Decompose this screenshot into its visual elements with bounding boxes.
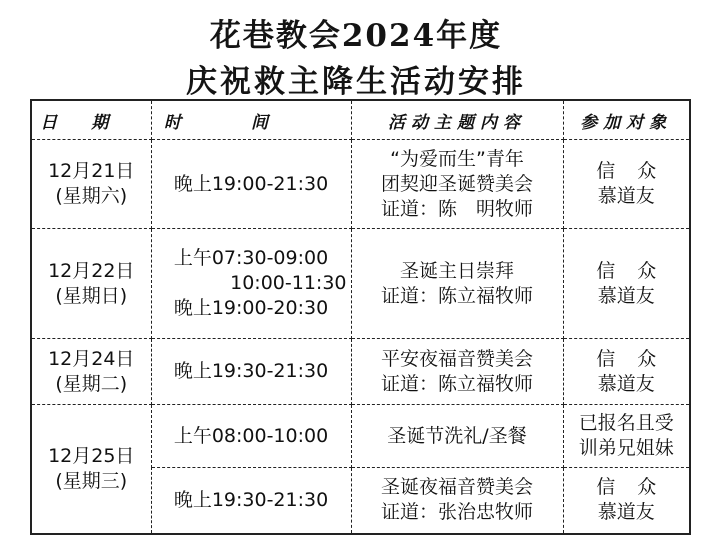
audience-line: 信众 [596, 160, 679, 182]
date-text: 12月21日 [48, 160, 135, 182]
date-cell [31, 229, 151, 339]
time-text: 晚上19:00-21:30 [173, 172, 329, 195]
date-text: 12月24日 [48, 347, 135, 370]
date-cell [31, 405, 151, 534]
activity-line: “为爱而生”青年 [390, 147, 524, 170]
time-cell [151, 339, 351, 405]
activity-line: 圣诞节洗礼/圣餐 [387, 424, 527, 447]
header-date: 日期 [31, 100, 151, 140]
table-row [31, 405, 690, 468]
date-cell [31, 339, 151, 405]
audience-cell [563, 140, 690, 229]
table-header-row [31, 100, 690, 140]
time-cell [151, 468, 351, 534]
schedule-table [30, 99, 691, 535]
time-text: 晚上19:30-21:30 [173, 360, 329, 382]
audience-line: 信众 [596, 259, 679, 282]
audience-line: 慕道友 [597, 284, 655, 307]
activity-cell [351, 405, 563, 468]
header-audience: 参加对象 [563, 100, 690, 140]
page-title: 花巷教会2024年度 [209, 18, 503, 54]
audience-line: 信众 [596, 347, 679, 370]
table-row [31, 339, 690, 405]
activity-line: 证道：陈立福牧师 [380, 284, 533, 307]
weekday-text: (星期二) [55, 372, 128, 395]
activity-line: 圣诞夜福音赞美会 [380, 476, 533, 499]
weekday-text: (星期三) [55, 469, 128, 492]
activity-cell [351, 468, 563, 534]
time-cell [151, 140, 351, 229]
audience-line: 慕道友 [597, 185, 655, 207]
audience-line: 训弟兄姐妹 [578, 437, 674, 459]
audience-cell [563, 339, 690, 405]
time-text: 上午08:00-10:00 [173, 424, 329, 447]
weekday-text: (星期六) [55, 185, 128, 207]
date-text: 12月22日 [48, 259, 135, 282]
table-row [31, 229, 690, 339]
activity-line: 证道：陈立福牧师 [380, 372, 533, 395]
audience-cell [563, 468, 690, 534]
activity-cell [351, 140, 563, 229]
header-time: 时间 [151, 100, 351, 140]
audience-line: 慕道友 [597, 501, 655, 524]
activity-cell [351, 229, 563, 339]
activity-cell [351, 339, 563, 405]
audience-cell [563, 229, 690, 339]
activity-line: 证道：陈 明牧师 [380, 197, 533, 220]
activity-line: 证道：张治忠牧师 [380, 501, 533, 524]
activity-line: 平安夜福音赞美会 [380, 347, 533, 370]
date-cell [31, 140, 151, 229]
audience-line: 信众 [596, 476, 679, 499]
audience-line: 已报名且受 [578, 412, 674, 434]
table-row [31, 140, 690, 229]
weekday-text: (星期日) [55, 284, 128, 307]
page-subtitle: 庆祝救主降生活动安排 [186, 64, 526, 100]
time-text: 晚上19:00-20:30 [173, 297, 329, 319]
header-activity: 活动主题内容 [351, 100, 563, 140]
audience-line: 慕道友 [597, 372, 655, 395]
activity-line: 圣诞主日崇拜 [399, 259, 514, 282]
audience-cell [563, 405, 690, 468]
time-text: 晚上19:30-21:30 [173, 488, 329, 511]
time-text: 10:00-11:30 [230, 272, 347, 294]
activity-line: 团契迎圣诞赞美会 [380, 172, 533, 195]
date-text: 12月25日 [48, 444, 135, 467]
time-cell [151, 405, 351, 468]
time-text: 上午07:30-09:00 [173, 247, 329, 269]
time-cell [151, 229, 351, 339]
